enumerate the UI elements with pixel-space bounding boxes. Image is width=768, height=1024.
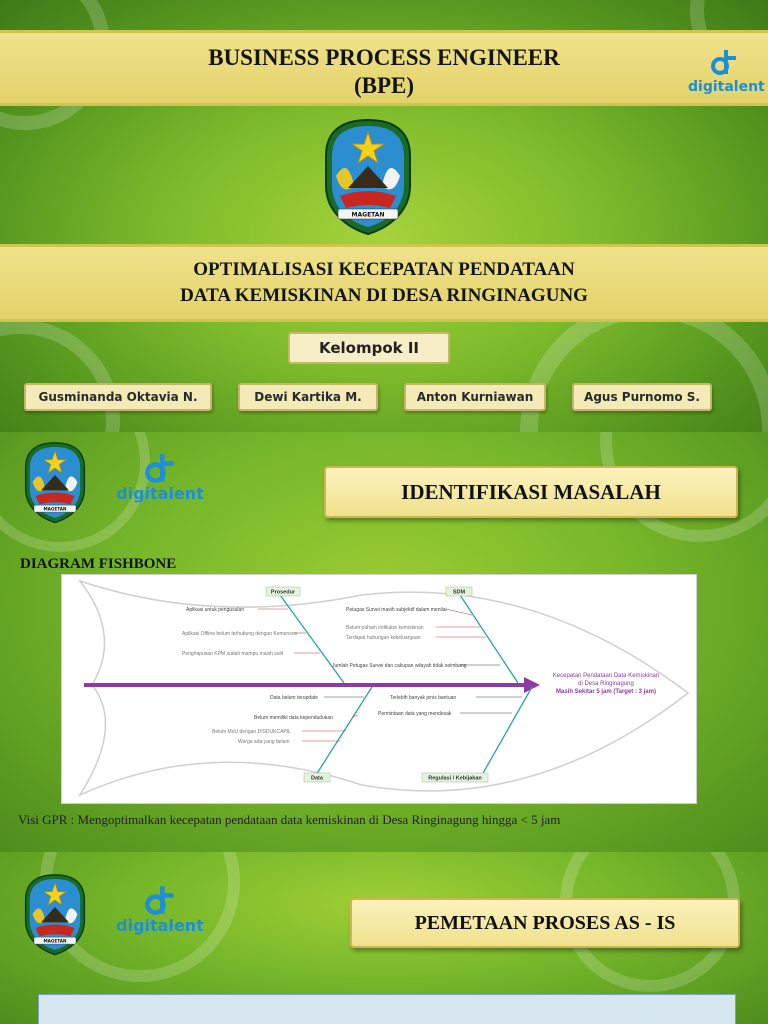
svg-text:Warga ada yang belum: Warga ada yang belum — [238, 739, 290, 745]
slide-identifikasi — [0, 432, 768, 852]
svg-text:Prosedur: Prosedur — [270, 589, 296, 596]
svg-text:Belum paham indikator kemiskin: Belum paham indikator kemiskinan — [346, 625, 424, 631]
svg-text:Data: Data — [311, 775, 323, 782]
svg-text:MAGETAN: MAGETAN — [351, 211, 385, 219]
svg-text:Aplikasi untuk pengusulan: Aplikasi untuk pengusulan — [186, 607, 245, 613]
svg-text:Masih Sekitar 5 jam (Target :: Masih Sekitar 5 jam (Target : 3 jam) — [556, 689, 656, 695]
section-heading: PEMETAAN PROSES AS - IS — [350, 898, 740, 948]
svg-text:MAGETAN: MAGETAN — [43, 938, 67, 944]
presentation-subtitle: OPTIMALISASI KECEPATAN PENDATAAN DATA KEMISKINAN DI DESA RINGINAGUNG — [180, 259, 588, 306]
magetan-emblem — [20, 872, 90, 956]
svg-text:Terdapat hubungan kekeluargaan: Terdapat hubungan kekeluargaan — [346, 635, 421, 641]
svg-text:Penghapusan KPM sudah mampu ma: Penghapusan KPM sudah mampu masih sulit — [182, 651, 284, 657]
diagram-title: DIAGRAM FISHBONE — [20, 556, 177, 572]
svg-text:Belum memiliki data kependuduk: Belum memiliki data kependudukan — [254, 715, 333, 721]
svg-text:Permintaan data yang mendesak: Permintaan data yang mendesak — [378, 711, 452, 717]
process-map-preview — [38, 994, 736, 1024]
svg-text:Kecepatan Pendataan Data Kemis: Kecepatan Pendataan Data Kemiskinan — [552, 673, 660, 679]
digitalent-logo: digitalent — [110, 884, 210, 935]
section-heading: IDENTIFIKASI MASALAH — [324, 466, 738, 518]
svg-text:Regulasi / Kebijakan: Regulasi / Kebijakan — [428, 775, 482, 782]
svg-text:Jumlah Petugas Survei dan caku: Jumlah Petugas Survei dan cakupan wilayah tidak seimbang — [332, 663, 467, 669]
svg-text:Belum MoU dengan DISDUKCAPIL: Belum MoU dengan DISDUKCAPIL — [212, 729, 291, 735]
svg-text:SDM: SDM — [452, 589, 466, 596]
page-title: BUSINESS PROCESS ENGINEER (BPE) — [208, 45, 560, 98]
digitalent-icon — [142, 884, 178, 916]
vision-text: Visi GPR : Mengoptimalkan kecepatan pendataan data kemiskinan di Desa Ringinagung hingga < 5 jam — [18, 812, 561, 827]
slide-title — [0, 0, 768, 432]
slide-pemetaan — [0, 852, 768, 1024]
member-name: Gusminanda Oktavia N. — [24, 383, 212, 411]
svg-text:MAGETAN: MAGETAN — [43, 506, 67, 512]
magetan-emblem — [20, 440, 90, 524]
svg-text:Aplikasi Offline belum terhubu: Aplikasi Offline belum terhubung dengan Kemensos — [182, 631, 297, 637]
svg-text:Data belum terupdate: Data belum terupdate — [270, 695, 319, 701]
member-name: Agus Purnomo S. — [572, 383, 712, 411]
digitalent-logo: digitalent — [110, 452, 210, 503]
member-name: Anton Kurniawan — [404, 383, 546, 411]
digitalent-logo: digitalent — [688, 48, 760, 95]
svg-text:Petugas Survei masih subjektif: Petugas Survei masih subjektif dalam menilai — [346, 607, 447, 613]
digitalent-icon — [709, 48, 739, 76]
fishbone-diagram — [61, 574, 697, 804]
group-label: Kelompok II — [288, 332, 450, 364]
svg-text:Terlebih banyak jenis bantuan: Terlebih banyak jenis bantuan — [390, 695, 457, 701]
svg-text:di Desa Ringinagung: di Desa Ringinagung — [578, 681, 634, 687]
magetan-emblem — [318, 116, 418, 236]
digitalent-icon — [142, 452, 178, 484]
member-name: Dewi Kartika M. — [238, 383, 378, 411]
